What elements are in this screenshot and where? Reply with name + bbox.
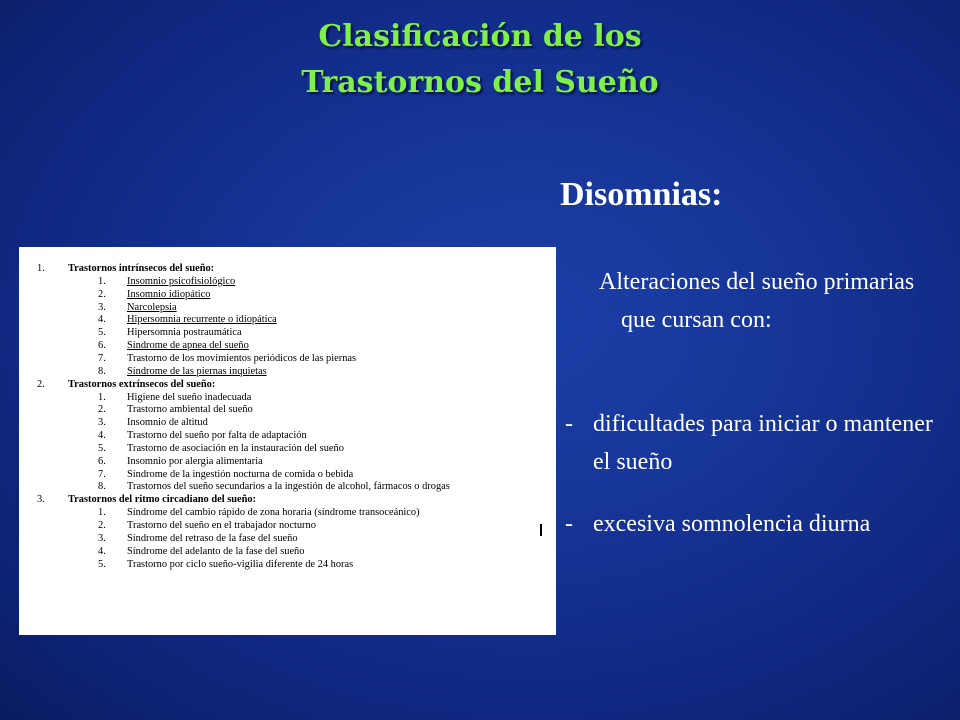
item-number: 3.: [98, 301, 106, 313]
slide-title-line-2: Trastornos del Sueño: [301, 65, 659, 100]
item-text: Trastornos del sueño secundarios a la ingestión de alcohol, fármacos o drogas: [127, 481, 450, 493]
item-number: 6.: [98, 455, 106, 467]
bullet-text: dificultades para iniciar o mantener el sueño: [593, 411, 933, 475]
item-number: 4.: [98, 430, 106, 442]
item-number: 2.: [98, 404, 106, 416]
item-text: Síndrome del adelanto de la fase del sueño: [127, 545, 305, 557]
item-number: 1.: [98, 391, 106, 403]
intro-text-content: Alteraciones del sueño primarias que cursan con:: [599, 269, 915, 333]
item-text: Síndrome del retraso de la fase del sueño: [127, 532, 298, 544]
intro-text: [593, 263, 941, 339]
item-text: Trastorno de asociación en la instauración del sueño: [127, 442, 344, 454]
slide-title-line-1: Clasificación de los: [318, 19, 642, 54]
text-cursor-mark: [540, 524, 542, 536]
item-number: 1.: [98, 507, 106, 519]
item-number: 1.: [98, 275, 106, 287]
item-number: 3.: [98, 417, 106, 429]
item-text: Hipersomnia recurrente o idiopática: [127, 314, 277, 326]
item-text: Higiene del sueño inadecuada: [127, 391, 252, 403]
item-number: 8.: [98, 481, 106, 493]
item-number: 6.: [98, 340, 106, 352]
item-text: Trastorno por ciclo sueño-vigilia diferente de 24 horas: [127, 558, 354, 570]
item-text: Insomnio por alergia alimentaria: [127, 455, 263, 467]
item-number: 5.: [98, 442, 106, 454]
item-text: Trastorno del sueño por falta de adaptación: [127, 430, 307, 442]
group-number: 1.: [37, 263, 45, 274]
item-text: Síndrome de apnea del sueño: [127, 340, 249, 352]
item-number: 2.: [98, 288, 106, 300]
group-number: 3.: [37, 494, 45, 506]
item-text: Hipersomnia postraumática: [127, 327, 242, 339]
item-text: Trastorno ambiental del sueño: [127, 404, 253, 416]
item-text: Trastorno del sueño en el trabajador nocturno: [127, 520, 316, 531]
bullet-item: [565, 405, 953, 481]
item-number: 5.: [98, 558, 106, 570]
item-text: Narcolepsia: [127, 301, 177, 313]
group-title: Trastornos del ritmo circadiano del sueño:: [68, 494, 257, 506]
item-text: Trastorno de los movimientos periódicos de las piernas: [127, 352, 357, 364]
item-text: Síndrome del cambio rápido de zona horaria (síndrome transoceánico): [127, 507, 420, 519]
item-number: 4.: [98, 314, 106, 326]
item-text: Insomnio de altitud: [127, 417, 208, 429]
item-text: Síndrome de la ingestión nocturna de comida o bebida: [127, 468, 354, 480]
item-number: 4.: [98, 545, 106, 557]
item-number: 3.: [98, 532, 106, 544]
bullet-item: [565, 505, 953, 543]
bullet-dash: -: [565, 511, 573, 537]
item-text: Síndrome de las piernas inquietas: [127, 365, 267, 377]
item-number: 7.: [98, 468, 106, 480]
item-text: Insomnio psicofisiológico: [127, 275, 236, 287]
bullet-text: excesiva somnolencia diurna: [593, 511, 871, 537]
bullet-dash: -: [565, 411, 573, 437]
item-number: 2.: [98, 520, 106, 531]
classification-list-image: [19, 247, 556, 635]
item-number: 5.: [98, 327, 106, 339]
group-title: Trastornos extrínsecos del sueño:: [68, 378, 216, 390]
slide-title: [0, 14, 960, 106]
disomnias-heading: Disomnias:: [560, 176, 723, 213]
group-title: Trastornos intrínsecos del sueño:: [68, 263, 215, 274]
group-number: 2.: [37, 378, 45, 390]
item-number: 7.: [98, 352, 106, 364]
item-number: 8.: [98, 365, 106, 377]
item-text: Insomnio idiopático: [127, 288, 211, 300]
